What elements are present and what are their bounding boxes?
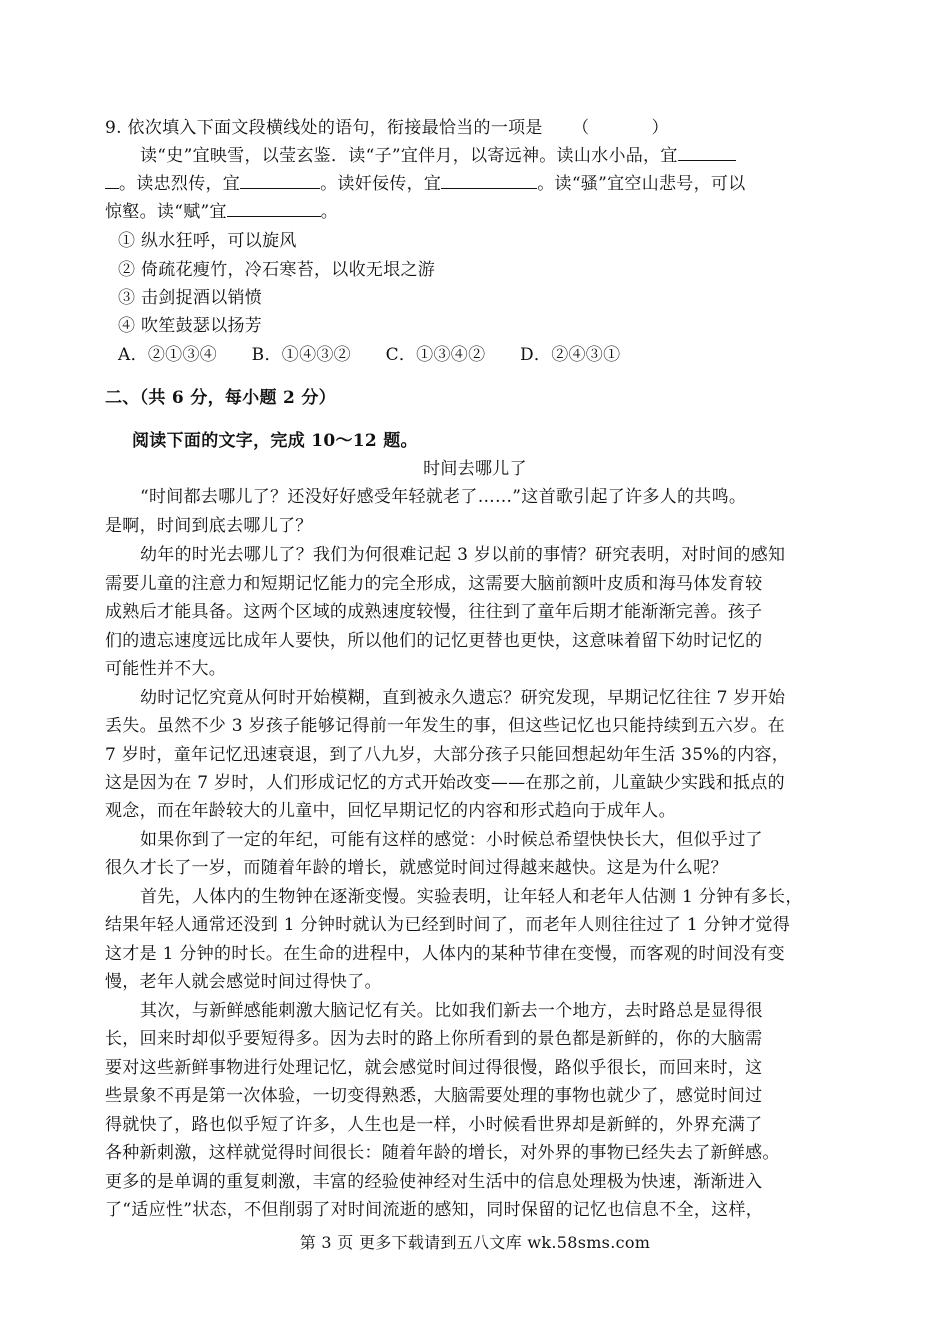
question-9-text: 9. 依次填入下面文段横线处的语句，衔接最恰当的一项是 <box>105 118 543 138</box>
passage-line: 长，回来时却似乎要短得多。因为去时的路上你所看到的景色都是新鲜的，你的大脑需 <box>105 1029 763 1049</box>
passage-line: 些景象不再是第一次体验，一切变得熟悉，大脑需要处理的事物也就少了，感觉时间过 <box>105 1086 763 1106</box>
fill-blank-1a <box>678 142 736 161</box>
answer-paren-open: （ <box>572 118 590 138</box>
passage-line: 如果你到了一定的年纪，可能有这样的感觉：小时候总希望快快长大，但似乎过了 <box>140 830 763 850</box>
fill-blank-4 <box>227 198 321 217</box>
question-9-stem <box>105 114 850 142</box>
option-item: ④ 吹笙鼓瑟以扬芳 <box>118 316 263 336</box>
passage-line: 结果年轻人通常还没到 1 分钟时就认为已经到时间了，而老年人则往往过了 1 分钟才觉得 <box>105 915 791 935</box>
option-item: ② 倚疏花瘦竹，冷石寒苔，以收无垠之游 <box>118 260 436 280</box>
passage-line: 很久才长了一岁，而随着年龄的增长，就感觉时间过得越来越快。这是为什么呢？ <box>105 858 728 878</box>
option-item: ③ 击剑捉酒以销愤 <box>118 288 263 308</box>
passage-line: 幼年的时光去哪儿了？我们为何很难记起 3 岁以前的事情？研究表明，对时间的感知 <box>140 545 786 565</box>
passage-line: 其次，与新鲜感能刺激大脑记忆有关。比如我们新去一个地方，去时路总是显得很 <box>140 1001 763 1021</box>
passage-line: 可能性并不大。 <box>105 659 227 679</box>
fill-blank-1b <box>105 170 119 189</box>
answer-choices: A．②①③④ B．①④③② C．①③④② D．②④③① <box>118 345 621 365</box>
passage-line: 7 岁时，童年记忆迅速衰退，到了八九岁，大部分孩子只能回想起幼年生活 35%的内容， <box>105 745 790 765</box>
passage-line: 需要儿童的注意力和短期记忆能力的完全形成，这需要大脑前额叶皮质和海马体发育较 <box>105 574 763 594</box>
passage-line: 首先，人体内的生物钟在逐渐变慢。实验表明，让年轻人和老年人估测 1 分钟有多长， <box>140 887 803 907</box>
passage-line: 各种新刺激，这样就觉得时间很长：随着年龄的增长，对外界的事物已经失去了新鲜感。 <box>105 1143 780 1163</box>
section-heading: 二、（共 6 分，每小题 2 分） <box>105 388 336 408</box>
passage-line: 要对这些新鲜事物进行处理记忆，就会感觉时间过得很慢，路似乎很长，而回来时，这 <box>105 1058 763 1078</box>
passage-line: 这才是 1 分钟的时长。在生命的进程中，人体内的某种节律在变慢，而客观的时间没有变 <box>105 944 785 964</box>
passage-line: 观念，而在年龄较大的儿童中，回忆早期记忆的内容和形式趋向于成年人。 <box>105 801 676 821</box>
passage-line: 了“适应性”状态，不但削弱了对时间流逝的感知，同时保留的记忆也信息不全，这样， <box>105 1200 764 1220</box>
passage-line: 得就快了，路也似乎短了许多，人生也是一样，小时候看世界却是新鲜的，外界充满了 <box>105 1115 763 1135</box>
passage-line: 慢，老年人就会感觉时间过得快了。 <box>105 972 382 992</box>
fill-blank-2 <box>240 170 320 189</box>
passage-line: 丢失。虽然不少 3 岁孩子能够记得前一年发生的事，但这些记忆也只能持续到五六岁。在 <box>105 716 785 736</box>
passage-line: 幼时记忆究竟从何时开始模糊，直到被永久遗忘？研究发现，早期记忆往往 7 岁开始 <box>140 688 786 708</box>
section-instruction: 阅读下面的文字，完成 10～12 题。 <box>132 431 418 451</box>
passage-line: “时间都去哪儿了？还没好好感受年轻就老了……”这首歌引起了许多人的共鸣。 <box>140 487 747 507</box>
question-9-passage-line-1: 读“史”宜映雪，以莹玄鉴．读“子”宜伴月，以寄远神。读山水小品，宜 <box>140 142 850 170</box>
passage-line: 成熟后才能具备。这两个区域的成熟速度较慢，往往到了童年后期才能渐渐完善。孩子 <box>105 602 763 622</box>
page-footer: 第 3 页 更多下载请到五八文库 wk.58sms.com <box>299 1233 651 1252</box>
option-item: ① 纵水狂呼，可以旋风 <box>118 231 297 251</box>
question-9-passage-line-3: 惊壑。读“赋”宜 。 <box>105 198 850 226</box>
passage-line: 更多的是单调的重复刺激，丰富的经验使神经对生活中的信息处理极为快速，渐渐进入 <box>105 1172 763 1192</box>
passage-line: 这是因为在 7 岁时，人们形成记忆的方式开始改变——在那之前，儿童缺少实践和抵点的 <box>105 773 785 793</box>
fill-blank-3 <box>441 170 537 189</box>
passage-line: 是啊，时间到底去哪儿了？ <box>105 516 313 536</box>
passage-title: 时间去哪儿了 <box>423 459 527 479</box>
passage-line: 们的遗忘速度远比成年人要快，所以他们的记忆更替也更快，这意味着留下幼时记忆的 <box>105 631 763 651</box>
answer-paren-close: ） <box>651 118 669 138</box>
question-9-passage-line-2: 。读忠烈传，宜 。读奸佞传，宜 。读“骚”宜空山悲号，可以 <box>105 170 850 198</box>
